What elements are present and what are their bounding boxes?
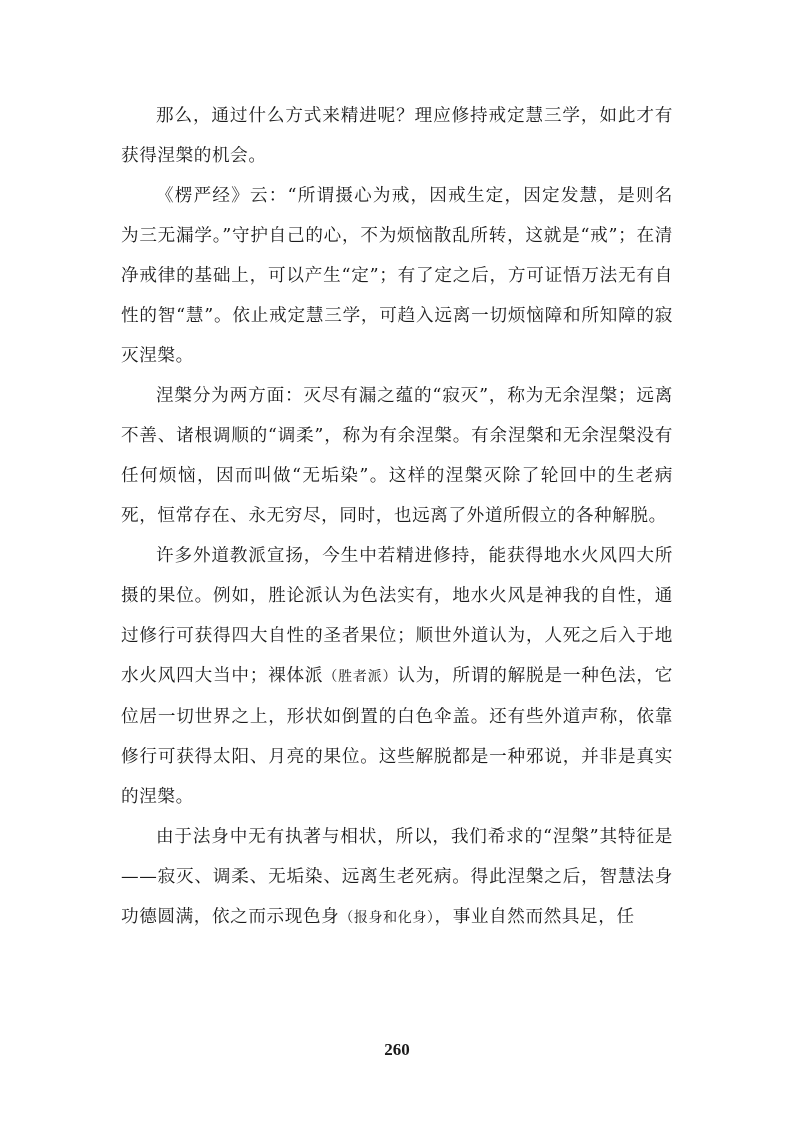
paragraph-5-text-b: ，事业自然而然具足，任 [434, 907, 635, 927]
paragraph-5 [121, 817, 673, 938]
paragraph-4-text-b: 认为，所谓的解脱是一种色法，它位居一切世界之上，形状如倒置的白色伞盖。还有些外道声称，依靠修行可获得太阳、月亮的果位。这些解脱都是一种邪说，并非是真实的涅槃。 [121, 666, 673, 807]
paragraph-5-note: （报身和化身） [339, 910, 435, 926]
paragraph-4-note: （胜者派） [323, 669, 398, 685]
paragraph-2: 《楞严经》云：“所谓摄心为戒，因戒生定，因定发慧，是则名为三无漏学。”守护自己的心，不为烦恼散乱所转，这就是“戒”；在清净戒律的基础上，可以产生“定”；有了定之后，方可证悟万法无有自性的智“慧”。依止戒定慧三学，可趋入远离一切烦恼障和所知障的寂灭涅槃。 [121, 186, 673, 366]
body-text [121, 96, 673, 938]
paragraph-4-text-a: 许多外道教派宣扬，今生中若精进修持，能获得地水火风四大所摄的果位。例如，胜论派认为色法实有，地水火风是神我的自性，通过修行可获得四大自性的圣者果位；顺世外道认为，人死之后入于地水火风四大当中；裸体派 [121, 546, 673, 686]
page-number: 260 [384, 1040, 410, 1059]
paragraph-1: 那么，通过什么方式来精进呢？理应修持戒定慧三学，如此才有获得涅槃的机会。 [121, 106, 673, 166]
paragraph-5-text-a: 由于法身中无有执著与相状，所以，我们希求的“涅槃”其特征是——寂灭、调柔、无垢染、远离生老死病。得此涅槃之后，智慧法身功德圆满，依之而示现色身 [121, 827, 673, 927]
paragraph-4 [121, 536, 673, 817]
paragraph-3: 涅槃分为两方面：灭尽有漏之蕴的“寂灭”，称为无余涅槃；远离不善、诸根调顺的“调柔”，称为有余涅槃。有余涅槃和无余涅槃没有任何烦恼，因而叫做“无垢染”。这样的涅槃灭除了轮回中的生老病死，恒常存在、永无穷尽，同时，也远离了外道所假立的各种解脱。 [121, 386, 673, 526]
